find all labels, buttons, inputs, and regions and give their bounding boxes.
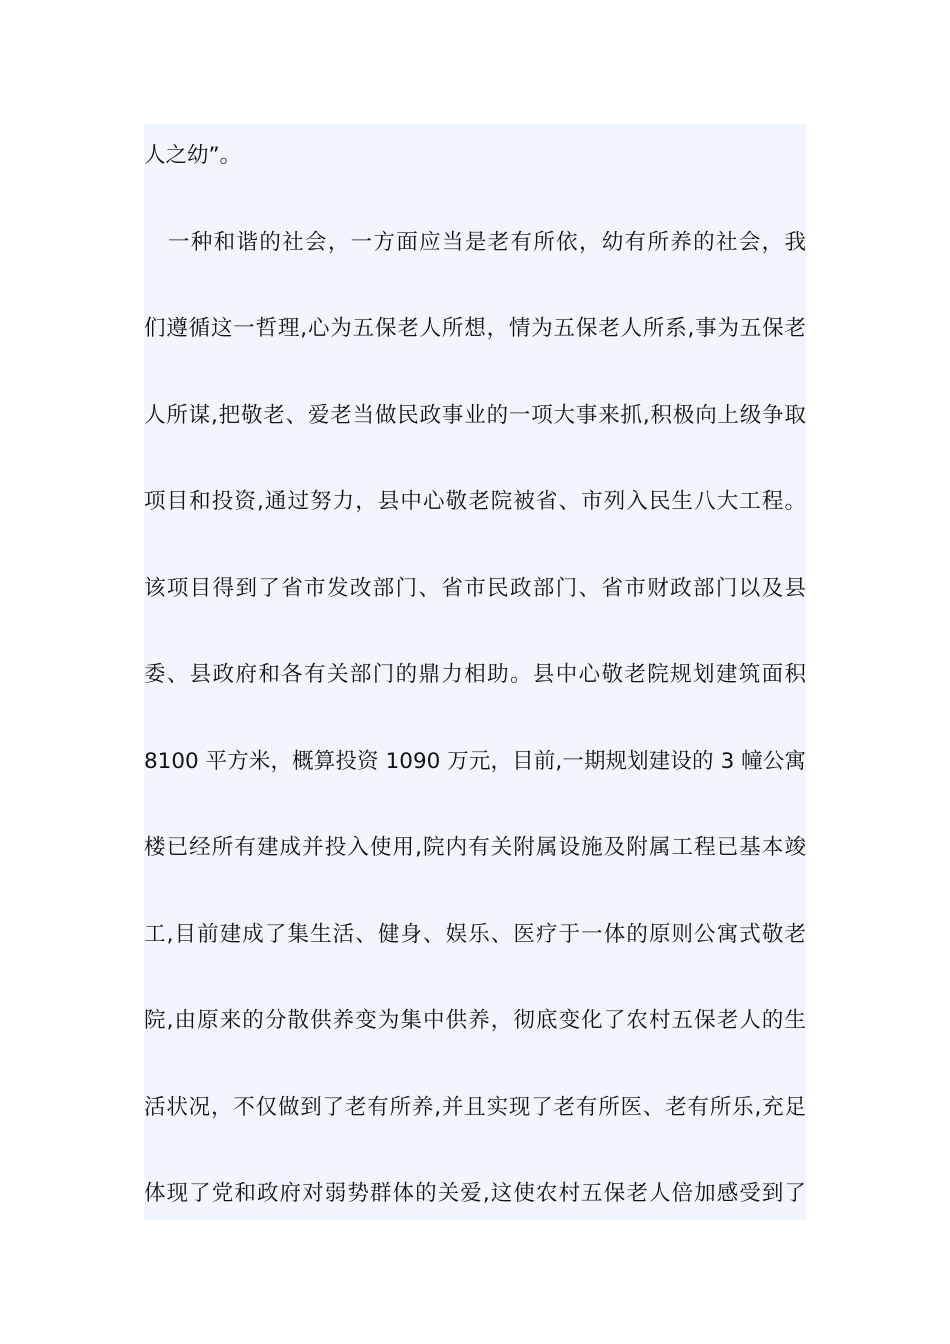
text-line: 院,由原来的分散供养变为集中供养，彻底变化了农村五保老人的生 bbox=[144, 1008, 806, 1033]
text-line: 人之幼”。 bbox=[144, 143, 242, 168]
text-line: 们遵循这一哲理,心为五保老人所想，情为五保老人所系,事为五保老 bbox=[144, 316, 806, 341]
text-line: 工,目前建成了集生活、健身、娱乐、医疗于一体的原则公寓式敬老 bbox=[144, 922, 806, 947]
paragraph-first-line: 一种和谐的社会，一方面应当是老有所依，幼有所养的社会，我 bbox=[168, 230, 806, 255]
text-line: 项目和投资,通过努力，县中心敬老院被省、市列入民生八大工程。 bbox=[144, 489, 806, 514]
text-line: 人所谋,把敬老、爱老当做民政事业的一项大事来抓,积极向上级争取 bbox=[144, 403, 806, 428]
text-line: 委、县政府和各有关部门的鼎力相助。县中心敬老院规划建筑面积 bbox=[144, 662, 806, 687]
text-block bbox=[144, 124, 806, 1220]
text-line: 该项目得到了省市发改部门、省市民政部门、省市财政部门以及县 bbox=[144, 576, 806, 601]
text-line: 8100 平方米，概算投资 1090 万元，目前,一期规划建设的 3 幢公寓 bbox=[144, 749, 806, 774]
text-line: 楼已经所有建成并投入使用,院内有关附属设施及附属工程已基本竣 bbox=[144, 835, 806, 860]
text-line: 活状况，不仅做到了老有所养,并且实现了老有所医、老有所乐,充足 bbox=[144, 1095, 806, 1120]
text-line: 体现了党和政府对弱势群体的关爱,这使农村五保老人倍加感受到了 bbox=[144, 1181, 806, 1206]
